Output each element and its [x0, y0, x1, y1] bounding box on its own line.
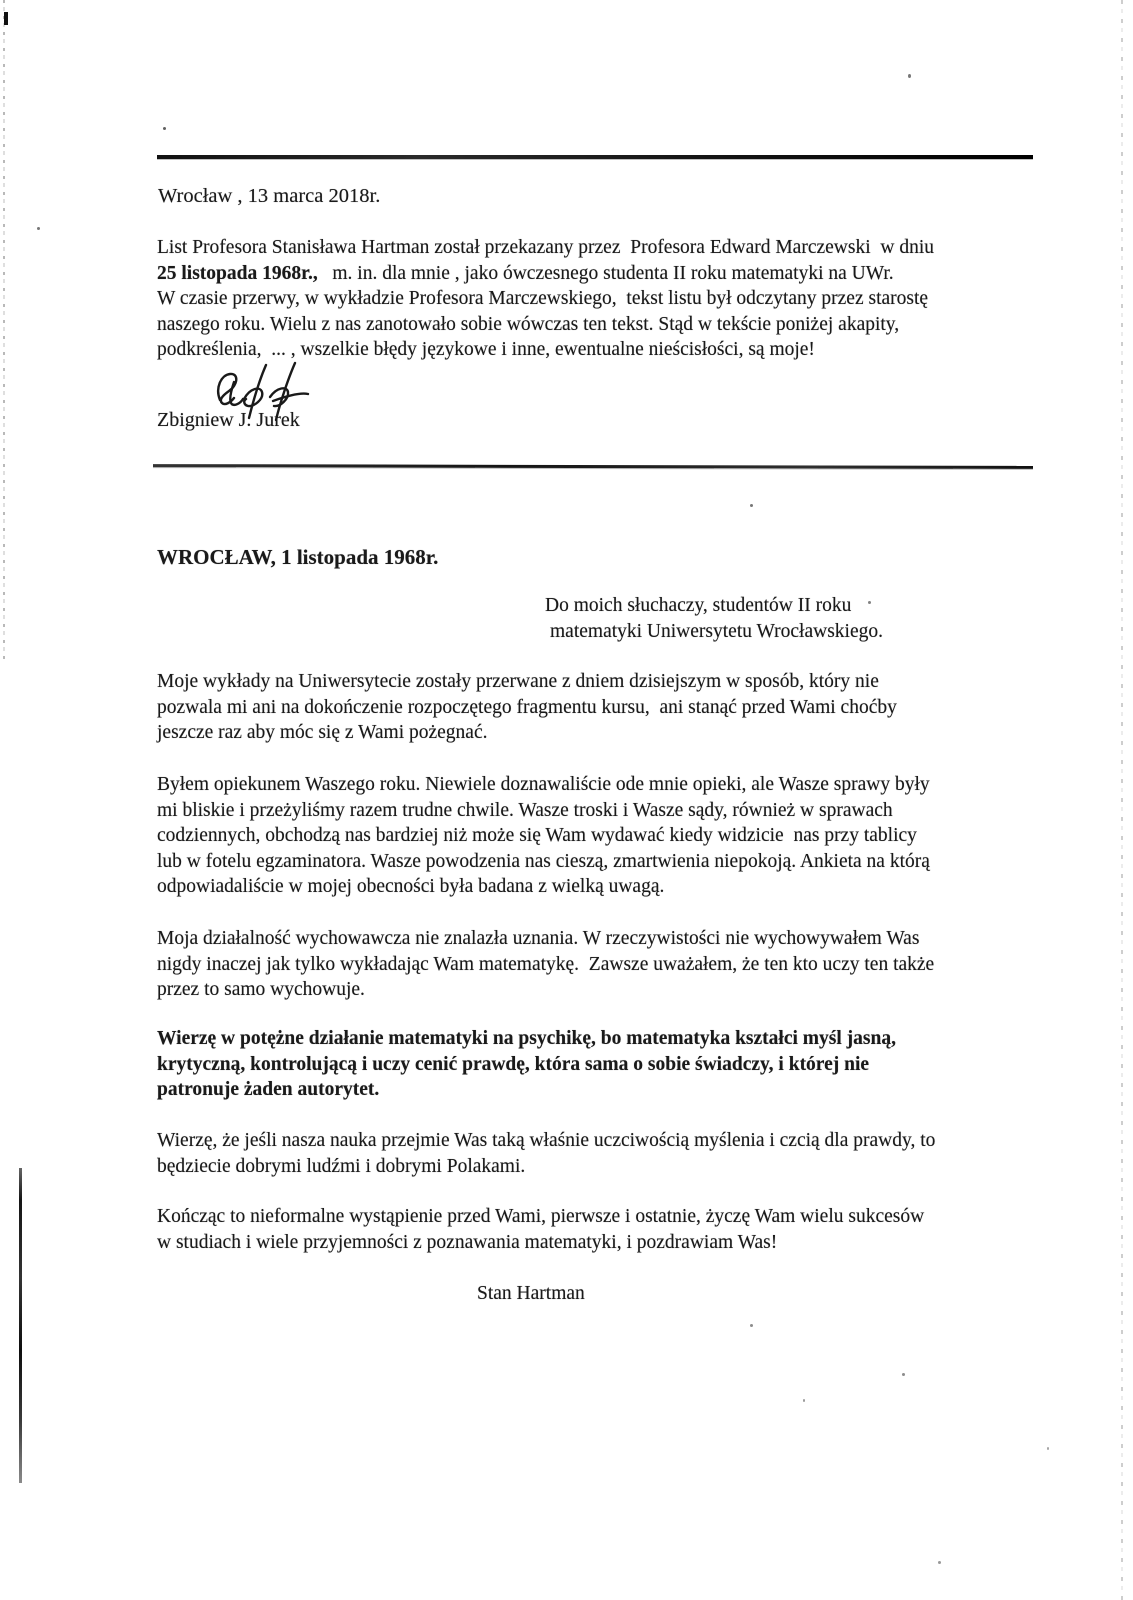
top-left-scan-mark — [4, 12, 8, 25]
scan-speck — [868, 601, 871, 604]
scan-speck — [750, 504, 753, 507]
scan-speck — [902, 1373, 905, 1376]
paragraph-line: lub w fotelu egzaminatora. Wasze powodzenia nas cieszą, zmartwienia niepokoją. Ankieta na którą — [157, 850, 930, 872]
letter-paragraph-1 — [157, 669, 897, 746]
letter-paragraph-3 — [157, 926, 934, 1003]
preface-bold-date: 25 listopada 1968r., — [157, 262, 318, 284]
left-edge-scan-artifact — [3, 0, 5, 660]
preface-line-2 — [157, 261, 934, 287]
paragraph-line: odpowiadaliście w mojej obecności była badana z wielką uwagą. — [157, 876, 665, 897]
preface-line-3: W czasie przerwy, w wykładzie Profesora Marczewskiego, tekst listu był odczytany przez starostę — [157, 288, 929, 309]
letter-signature-name: Stan Hartman — [477, 1283, 585, 1304]
scan-speck — [163, 127, 166, 130]
preface-line-1: List Profesora Stanisława Hartman został przekazany przez Profesora Edward Marczewski w dniu — [157, 237, 935, 258]
preface-date: Wrocław , 13 marca 2018r. — [158, 185, 381, 207]
paragraph-line: krytyczną, kontrolującą i uczy cenić prawdę, która sama o sobie świadczy, i której nie — [157, 1053, 870, 1075]
preface-line-5: podkreślenia, ... , wszelkie błędy językowe i inne, ewentualne nieścisłości, są moje! — [157, 339, 815, 360]
paragraph-line: patronuje żaden autorytet. — [157, 1079, 380, 1100]
scan-speck — [1047, 1447, 1049, 1450]
scan-speck — [37, 227, 40, 230]
right-edge-scan-artifact — [1121, 0, 1123, 1600]
scan-speck — [803, 1399, 805, 1402]
paragraph-line: przez to samo wychowuje. — [157, 979, 365, 1000]
scan-speck — [938, 1561, 941, 1564]
paragraph-line: w studiach i wiele przyjemności z poznawania matematyki, i pozdrawiam Was! — [157, 1231, 778, 1253]
paragraph-line: Moja działalność wychowawcza nie znalazła uznania. W rzeczywistości nie wychowywałem Was — [157, 928, 920, 949]
preface-line-2-rest: m. in. dla mnie , jako ówczesnego studenta II roku matematyki na UWr. — [317, 262, 894, 284]
left-fold-line-artifact — [19, 1168, 22, 1483]
paragraph-line: Byłem opiekunem Waszego roku. Niewiele doznawaliście ode mnie opieki, ale Wasze sprawy były — [157, 774, 930, 795]
paragraph-line: Moje wykłady na Uniwersytecie zostały przerwane z dniem dzisiejszym w sposób, który nie — [157, 671, 879, 692]
preface-paragraph — [157, 235, 934, 363]
paragraph-line: Wierzę, że jeśli nasza nauka przejmie Was taką właśnie uczciwością myślenia i czcią dla prawdy, to — [157, 1130, 936, 1151]
horizontal-rule-top — [157, 155, 1033, 159]
preface-signer-name: Zbigniew J. Jurek — [157, 409, 300, 431]
scan-speck — [908, 74, 911, 78]
paragraph-line: nigdy inaczej jak tylko wykładając Wam matematykę. Zawsze uważałem, że ten kto uczy ten także — [157, 953, 935, 975]
paragraph-line: będziecie dobrymi ludźmi i dobrymi Polakami. — [157, 1155, 526, 1177]
paragraph-line: Wierzę w potężne działanie matematyki na psychikę, bo matematyka kształci myśl jasną, — [157, 1028, 896, 1049]
salutation-line-1: Do moich słuchaczy, studentów II roku — [545, 595, 852, 616]
preface-line-4: naszego roku. Wielu z nas zanotowało sobie wówczas ten tekst. Stąd w tekście poniżej akapity, — [157, 313, 900, 335]
letter-salutation — [545, 593, 883, 644]
paragraph-line: Kończąc to nieformalne wystąpienie przed Wami, pierwsze i ostatnie, życzę Wam wielu sukcesów — [157, 1206, 925, 1227]
paragraph-line: mi bliskie i przeżyliśmy razem trudne chwile. Wasze troski i Wasze sądy, również w sprawach — [157, 799, 893, 821]
letter-paragraph-4-bold — [157, 1026, 896, 1103]
salutation-line-2: matematyki Uniwersytetu Wrocławskiego. — [550, 620, 883, 642]
letter-paragraph-6 — [157, 1204, 924, 1255]
letter-paragraph-5 — [157, 1128, 935, 1179]
paragraph-line: pozwala mi ani na dokończenie rozpoczętego fragmentu kursu, ani stanąć przed Wami choćby — [157, 696, 897, 718]
letter-dateline: WROCŁAW, 1 listopada 1968r. — [157, 545, 439, 569]
paragraph-line: jeszcze raz aby móc się z Wami pożegnać. — [157, 722, 488, 743]
letter-paragraph-2 — [157, 772, 930, 900]
paragraph-line: codziennych, obchodzą nas bardziej niż może się Wam wydawać kiedy widzicie nas przy tablicy — [157, 825, 917, 846]
scan-speck — [750, 1324, 753, 1327]
horizontal-rule-middle — [153, 464, 1033, 469]
